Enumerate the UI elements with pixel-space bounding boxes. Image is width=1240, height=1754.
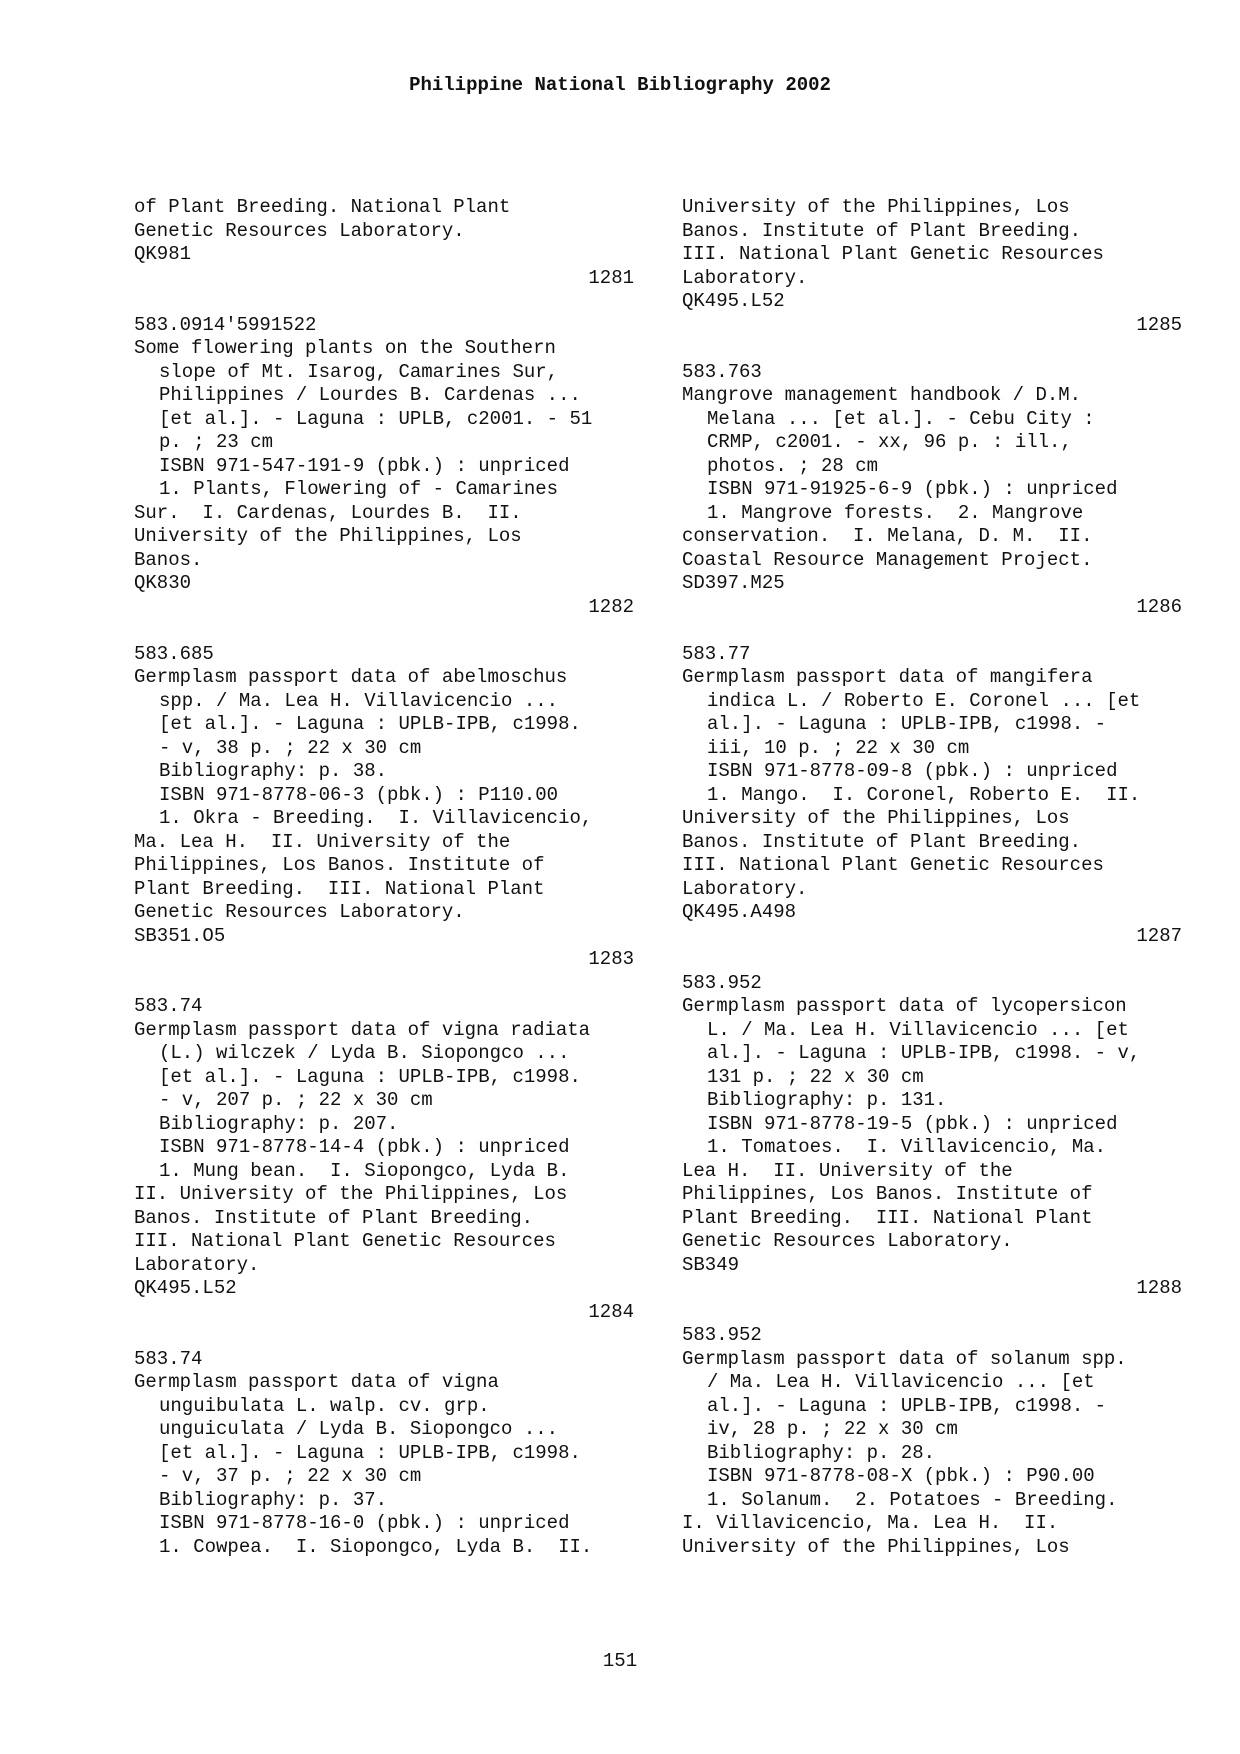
entry-line: QK830 bbox=[134, 572, 192, 594]
entry-line: unguibulata L. walp. cv. grp. bbox=[159, 1394, 490, 1417]
page-number: 151 bbox=[602, 1650, 638, 1672]
entry-line: Bibliography: p. 37. bbox=[159, 1488, 388, 1511]
spacer bbox=[134, 290, 634, 314]
entry-line: [et al.]. - Laguna : UPLB, c2001. - 51 bbox=[159, 407, 593, 430]
entry-line: / Ma. Lea H. Villavicencio ... [et bbox=[707, 1371, 1095, 1393]
entry-line: Bibliography: p. 38. bbox=[159, 760, 388, 782]
left-column bbox=[134, 196, 634, 1559]
entry-line: SB349 bbox=[682, 1253, 740, 1276]
entry-line: 583.685 bbox=[134, 642, 214, 665]
entry-line: Coastal Resource Management Project. bbox=[682, 548, 1093, 571]
entry-line: - v, 207 p. ; 22 x 30 cm bbox=[159, 1089, 433, 1111]
entry-line: 583.0914'5991522 bbox=[134, 313, 317, 336]
entry-line: QK495.L52 bbox=[682, 290, 785, 312]
entry-line: 1. Cowpea. I. Siopongco, Lyda B. II. bbox=[159, 1535, 593, 1558]
entry-line: 1. Okra - Breeding. I. Villavicencio, bbox=[159, 807, 593, 829]
entry-line: spp. / Ma. Lea H. Villavicencio ... bbox=[159, 689, 559, 712]
entry-line: ISBN 971-8778-08-X (pbk.) : P90.00 bbox=[707, 1465, 1095, 1487]
spacer bbox=[682, 337, 1182, 361]
entry-line: Germplasm passport data of vigna bbox=[134, 1371, 499, 1393]
entry-number: 1286 bbox=[1136, 595, 1182, 618]
entry-line: al.]. - Laguna : UPLB-IPB, c1998. - bbox=[707, 1394, 1107, 1417]
entry-line: 131 p. ; 22 x 30 cm bbox=[707, 1065, 924, 1088]
entry-line: 583.74 bbox=[134, 995, 203, 1017]
entry-line: III. National Plant Genetic Resources bbox=[134, 1230, 556, 1252]
entry-line: p. ; 23 cm bbox=[159, 431, 274, 453]
entry-line: Bibliography: p. 207. bbox=[159, 1112, 399, 1135]
entry-line: Laboratory. bbox=[682, 877, 808, 900]
entry-number: 1285 bbox=[1136, 313, 1182, 336]
entry-line: Lea H. II. University of the bbox=[682, 1159, 1013, 1182]
entry-line: 583.77 bbox=[682, 642, 751, 665]
entry-line: ISBN 971-8778-14-4 (pbk.) : unpriced bbox=[159, 1136, 570, 1158]
entry-line: Germplasm passport data of lycopersicon bbox=[682, 995, 1127, 1017]
entry-line: ISBN 971-8778-19-5 (pbk.) : unpriced bbox=[707, 1112, 1118, 1135]
entry-line: III. National Plant Genetic Resources bbox=[682, 854, 1104, 876]
entry-line: ISBN 971-547-191-9 (pbk.) : unpriced bbox=[159, 454, 570, 477]
entry-line: Philippines, Los Banos. Institute of bbox=[134, 854, 545, 876]
spacer bbox=[682, 948, 1182, 972]
entry-line: ISBN 971-91925-6-9 (pbk.) : unpriced bbox=[707, 478, 1118, 500]
entry-line: (L.) wilczek / Lyda B. Siopongco ... bbox=[159, 1042, 570, 1064]
entry-line: Bibliography: p. 131. bbox=[707, 1089, 947, 1111]
entry-line: ISBN 971-8778-06-3 (pbk.) : P110.00 bbox=[159, 783, 559, 806]
entry-line: QK495.A498 bbox=[682, 901, 797, 923]
entry-line: SD397.M25 bbox=[682, 572, 785, 594]
entry-line: 1. Plants, Flowering of - Camarines bbox=[159, 478, 559, 500]
entry-line: I. Villavicencio, Ma. Lea H. II. bbox=[682, 1512, 1059, 1534]
spacer bbox=[134, 619, 634, 643]
entry-line: Plant Breeding. III. National Plant bbox=[134, 877, 545, 900]
entry-line: of Plant Breeding. National Plant bbox=[134, 196, 511, 218]
entry-line: CRMP, c2001. - xx, 96 p. : ill., bbox=[707, 431, 1072, 453]
entry-line: photos. ; 28 cm bbox=[707, 454, 879, 477]
entry-line: al.]. - Laguna : UPLB-IPB, c1998. - bbox=[707, 713, 1107, 735]
entry-line: Banos. Institute of Plant Breeding. bbox=[682, 219, 1082, 242]
entry-line: Genetic Resources Laboratory. bbox=[134, 219, 465, 242]
entry-line: University of the Philippines, Los bbox=[682, 196, 1070, 218]
entry-line: Genetic Resources Laboratory. bbox=[682, 1230, 1013, 1252]
entry-line: Germplasm passport data of solanum spp. bbox=[682, 1347, 1127, 1370]
entry-line: Genetic Resources Laboratory. bbox=[134, 901, 465, 923]
entry-line: Banos. Institute of Plant Breeding. bbox=[682, 830, 1082, 853]
entry-line: 583.952 bbox=[682, 971, 762, 994]
entry-line: [et al.]. - Laguna : UPLB-IPB, c1998. bbox=[159, 713, 581, 735]
entry-line: indica L. / Roberto E. Coronel ... [et bbox=[707, 689, 1141, 712]
spacer bbox=[682, 619, 1182, 643]
entry-line: 1. Solanum. 2. Potatoes - Breeding. bbox=[707, 1488, 1118, 1511]
entry-line: Banos. Institute of Plant Breeding. bbox=[134, 1206, 534, 1229]
entry-line: 583.74 bbox=[134, 1347, 203, 1370]
entry-line: Mangrove management handbook / D.M. bbox=[682, 384, 1082, 406]
entry-number: 1287 bbox=[1136, 924, 1182, 947]
entry-number: 1284 bbox=[588, 1300, 634, 1323]
entry-line: QK981 bbox=[134, 243, 192, 265]
entry-line: Ma. Lea H. II. University of the bbox=[134, 830, 511, 853]
entry-number: 1281 bbox=[588, 266, 634, 289]
entry-line: Some flowering plants on the Southern bbox=[134, 337, 556, 359]
entry-line: 583.763 bbox=[682, 360, 762, 383]
entry-line: - v, 37 p. ; 22 x 30 cm bbox=[159, 1465, 422, 1487]
entry-line: slope of Mt. Isarog, Camarines Sur, bbox=[159, 360, 559, 383]
entry-line: ISBN 971-8778-09-8 (pbk.) : unpriced bbox=[707, 760, 1118, 782]
entry-line: [et al.]. - Laguna : UPLB-IPB, c1998. bbox=[159, 1441, 581, 1464]
entry-line: QK495.L52 bbox=[134, 1277, 237, 1299]
entry-line: 583.952 bbox=[682, 1324, 762, 1346]
entry-line: - v, 38 p. ; 22 x 30 cm bbox=[159, 736, 422, 759]
spacer bbox=[134, 1324, 634, 1348]
entry-line: Germplasm passport data of mangifera bbox=[682, 666, 1093, 688]
entry-number: 1282 bbox=[588, 595, 634, 618]
right-column bbox=[682, 196, 1182, 1559]
entry-line: Laboratory. bbox=[134, 1253, 260, 1276]
entry-line: 1. Tomatoes. I. Villavicencio, Ma. bbox=[707, 1136, 1107, 1158]
entry-line: ISBN 971-8778-16-0 (pbk.) : unpriced bbox=[159, 1512, 570, 1534]
entry-line: University of the Philippines, Los bbox=[682, 807, 1070, 829]
entry-line: SB351.O5 bbox=[134, 924, 226, 947]
entry-line: Melana ... [et al.]. - Cebu City : bbox=[707, 407, 1095, 430]
entry-line: Plant Breeding. III. National Plant bbox=[682, 1206, 1093, 1229]
entry-line: 1. Mangrove forests. 2. Mangrove bbox=[707, 501, 1084, 524]
spacer bbox=[682, 1301, 1182, 1325]
entry-line: III. National Plant Genetic Resources bbox=[682, 243, 1104, 265]
entry-line: Philippines / Lourdes B. Cardenas ... bbox=[159, 384, 581, 406]
entry-line: Philippines, Los Banos. Institute of bbox=[682, 1183, 1093, 1205]
page-title: Philippine National Bibliography 2002 bbox=[409, 74, 831, 96]
entry-line: [et al.]. - Laguna : UPLB-IPB, c1998. bbox=[159, 1065, 581, 1088]
entry-line: 1. Mung bean. I. Siopongco, Lyda B. bbox=[159, 1159, 570, 1182]
entry-line: conservation. I. Melana, D. M. II. bbox=[682, 525, 1093, 547]
entry-line: al.]. - Laguna : UPLB-IPB, c1998. - v, bbox=[707, 1042, 1141, 1064]
entry-number: 1288 bbox=[1136, 1277, 1182, 1299]
entry-line: Germplasm passport data of vigna radiata bbox=[134, 1018, 591, 1041]
entry-line: Sur. I. Cardenas, Lourdes B. II. bbox=[134, 501, 522, 524]
entry-line: Banos. bbox=[134, 548, 203, 571]
entry-line: University of the Philippines, Los bbox=[682, 1535, 1070, 1558]
entry-line: 1. Mango. I. Coronel, Roberto E. II. bbox=[707, 783, 1141, 806]
entry-line: II. University of the Philippines, Los bbox=[134, 1183, 568, 1205]
spacer bbox=[134, 972, 634, 996]
entry-line: unguiculata / Lyda B. Siopongco ... bbox=[159, 1418, 559, 1440]
entry-line: Laboratory. bbox=[682, 266, 808, 289]
entry-line: L. / Ma. Lea H. Villavicencio ... [et bbox=[707, 1018, 1129, 1041]
entry-line: iv, 28 p. ; 22 x 30 cm bbox=[707, 1418, 958, 1440]
entry-line: Bibliography: p. 28. bbox=[707, 1441, 936, 1464]
entry-line: Germplasm passport data of abelmoschus bbox=[134, 666, 568, 688]
entry-line: University of the Philippines, Los bbox=[134, 525, 522, 547]
entry-number: 1283 bbox=[588, 948, 634, 970]
entry-line: iii, 10 p. ; 22 x 30 cm bbox=[707, 736, 970, 759]
